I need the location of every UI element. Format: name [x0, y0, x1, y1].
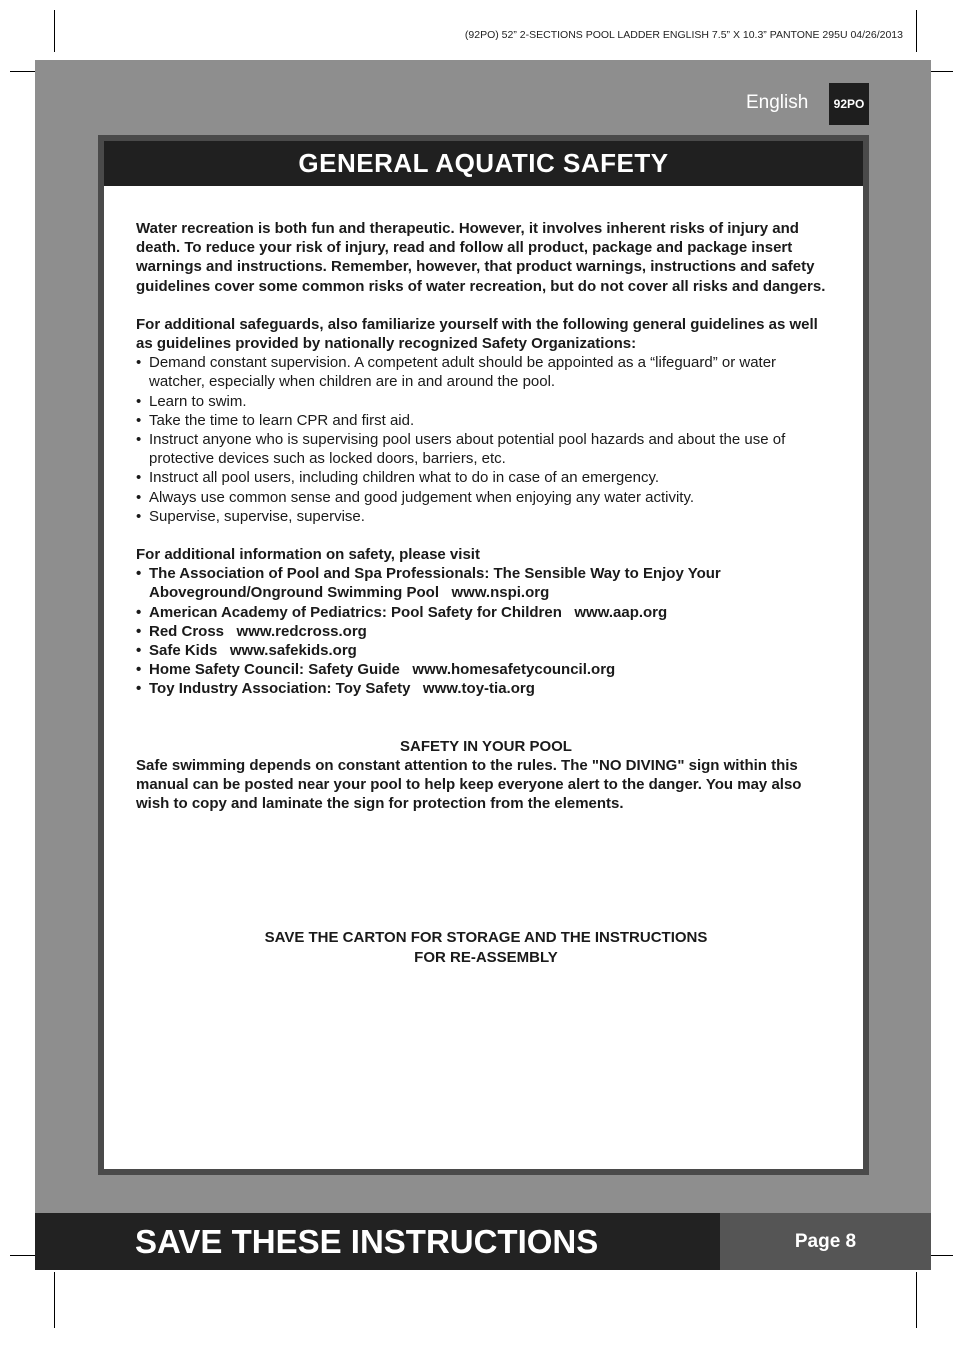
- list-item: • Home Safety Council: Safety Guide www.homesafetycouncil.org: [136, 661, 616, 679]
- language-code-badge: 92PO: [829, 83, 869, 125]
- list-item: • Toy Industry Association: Toy Safety www.toy-tia.org: [136, 680, 535, 698]
- crop-mark: [54, 10, 55, 52]
- list-item: • Take the time to learn CPR and first aid.: [136, 411, 415, 429]
- list-item: • Supervise, supervise, supervise.: [136, 507, 365, 525]
- list-item: • Demand constant supervision. A competent adult should be appointed as a “lifeguard” or water watcher, especially when children are in and around the pool.: [136, 354, 777, 391]
- info-heading: For additional information on safety, please visit: [136, 546, 480, 564]
- list-item: • Learn to swim.: [136, 392, 247, 410]
- list-item: • Safe Kids www.safekids.org: [136, 642, 357, 660]
- pool-safety-text: Safe swimming depends on constant attention to the rules. The "NO DIVING" sign within this manual can be posted near your pool to help keep everyone alert to the danger. You may also wish to copy and laminate the sign for protection from the elements.: [136, 756, 802, 813]
- section-header-bar: [104, 141, 863, 186]
- footer-bar: [35, 1213, 720, 1270]
- list-item: • Instruct anyone who is supervising pool users about potential pool hazards and about the use of protective devices such as locked doors, barriers, etc.: [136, 431, 786, 468]
- bullet-icon: •: [136, 661, 142, 679]
- footer-title: SAVE THESE INSTRUCTIONS: [135, 1222, 599, 1260]
- bullet-icon: •: [136, 354, 142, 372]
- content-frame: [98, 135, 869, 1175]
- guidelines-list: [136, 353, 836, 526]
- pool-safety-heading: SAFETY IN YOUR POOL: [400, 737, 572, 755]
- bullet-icon: •: [136, 411, 142, 429]
- list-item: • Red Cross www.redcross.org: [136, 622, 367, 640]
- body-text: [136, 219, 836, 967]
- language-label: English: [746, 92, 809, 113]
- safeguards-heading: For additional safeguards, also familiarize yourself with the following general guidelines as well as guidelines provided by nationally recognized Safety Organizations:: [136, 315, 818, 353]
- list-item: • Instruct all pool users, including children what to do in case of an emergency.: [136, 469, 659, 487]
- crop-mark: [916, 1272, 917, 1328]
- crop-mark: [54, 1272, 55, 1328]
- print-header: (92PO) 52” 2-SECTIONS POOL LADDER ENGLISH 7.5” X 10.3” PANTONE 295U 04/26/2013: [464, 29, 903, 41]
- bullet-icon: •: [136, 603, 142, 621]
- section-title: GENERAL AQUATIC SAFETY: [298, 148, 669, 178]
- bullet-icon: •: [136, 565, 142, 583]
- content-area: [104, 141, 863, 1169]
- resources-list: [136, 564, 836, 698]
- list-item: • The Association of Pool and Spa Professionals: The Sensible Way to Enjoy Your Aboveground/Onground Swimming Pool www.nspi.org: [136, 565, 725, 602]
- bullet-icon: •: [136, 469, 142, 487]
- bullet-icon: •: [136, 488, 142, 506]
- bullet-icon: •: [136, 642, 142, 660]
- list-item: • Always use common sense and good judgement when enjoying any water activity.: [136, 488, 695, 506]
- bullet-icon: •: [136, 680, 142, 698]
- intro-paragraph: Water recreation is both fun and therapeutic. However, it involves inherent risks of injury and death. To reduce your risk of injury, read and follow all product, package and package insert warnings and instructions. Remember, however, that product warnings, instructions and safety guidelines cover some common risks of water recreation, but do not cover all risks and dangers.: [136, 220, 826, 295]
- page-number: Page 8: [720, 1213, 931, 1270]
- bullet-icon: •: [136, 431, 142, 449]
- bullet-icon: •: [136, 392, 142, 410]
- list-item: • American Academy of Pediatrics: Pool Safety for Children www.aap.org: [136, 603, 668, 621]
- bullet-icon: •: [136, 622, 142, 640]
- carton-note-line1: SAVE THE CARTON FOR STORAGE AND THE INSTRUCTIONS: [264, 929, 708, 947]
- crop-mark: [916, 10, 917, 52]
- bullet-icon: •: [136, 507, 142, 525]
- carton-note-line2: FOR RE-ASSEMBLY: [414, 948, 558, 966]
